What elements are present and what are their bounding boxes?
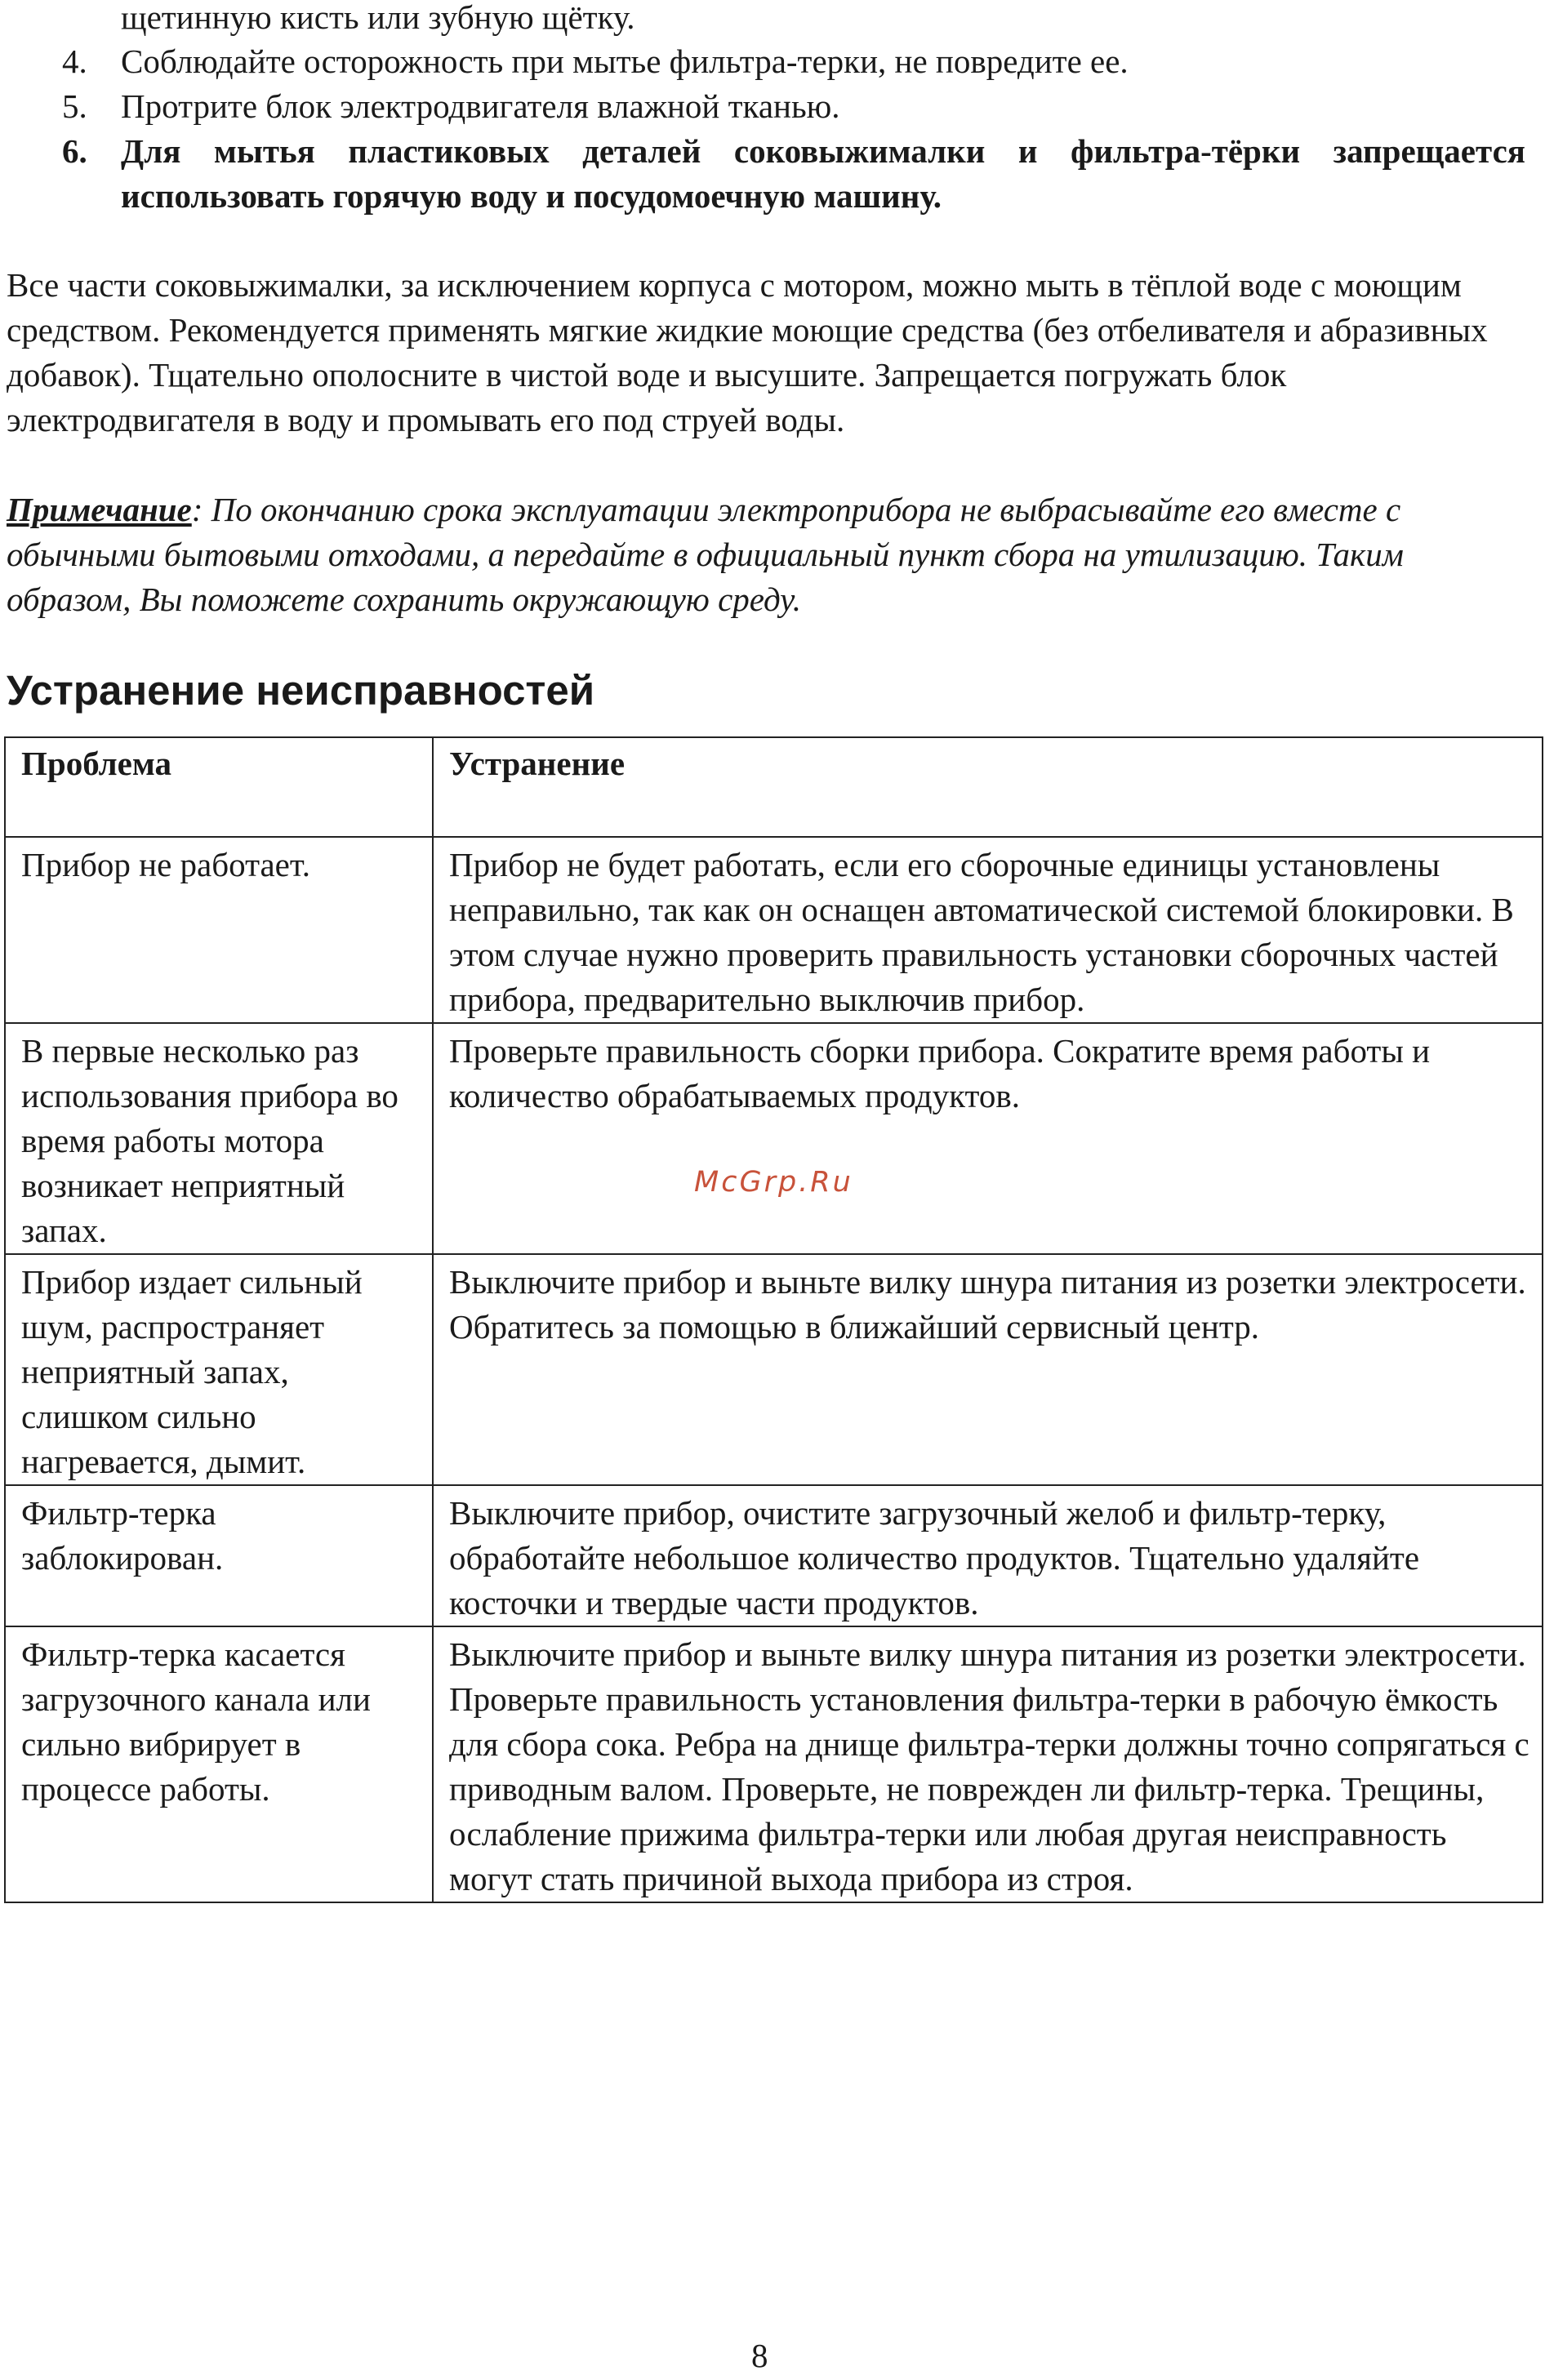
table-row (5, 1626, 1543, 1902)
table-header-row (5, 737, 1543, 837)
list-item-step-4 (0, 39, 1527, 84)
solution-cell: Выключите прибор и выньте вилку шнура питания из розетки электросети. Обратитесь за помощью в ближайший сервисный центр. (433, 1254, 1543, 1485)
list-item-number: 4. (62, 42, 87, 80)
list-item-text: Протрите блок электродвигателя влажной тканью. (121, 87, 840, 125)
list-continuation-line: щетинную кисть или зубную щётку. (121, 0, 635, 36)
troubleshooting-table (4, 736, 1543, 1903)
list-item-step-5 (0, 84, 1527, 129)
problem-cell: В первые несколько раз использования прибора во время работы мотора возникает неприятный запах. (5, 1023, 433, 1254)
table-row (5, 837, 1543, 1023)
note-text: : По окончанию срока эксплуатации электроприбора не выбрасывайте его вместе с обычными бытовыми отходами, а передайте в официальный пункт сбора на утилизацию. Таким образом, Вы поможете сохранить окружающую среду. (7, 491, 1404, 618)
table-row (5, 1254, 1543, 1485)
solution-cell: Прибор не будет работать, если его сборочные единицы установлены неправильно, так как он оснащен автоматической системой блокировки. В этом случае нужно проверить правильность установки сборочных частей прибора, предварительно выключив прибор. (433, 837, 1543, 1023)
disposal-note-paragraph (7, 487, 1525, 622)
list-item-text: Для мытья пластиковых деталей соковыжималки и фильтра-тёрки запрещается использовать горячую воду и посудомоечную машину. (121, 132, 1525, 215)
table-row (5, 1023, 1543, 1254)
washing-instructions-paragraph: Все части соковыжималки, за исключением корпуса с мотором, можно мыть в тёплой воде с моющим средством. Рекомендуется применять мягкие жидкие моющие средства (без отбеливателя и абразивных добавок). Тщательно ополосните в чистой воде и высушите. Запрещается погружать блок электродвигателя в воду и промывать его под струей воды. (7, 266, 1488, 438)
solution-cell: Проверьте правильность сборки прибора. Сократите время работы и количество обрабатываемых продуктов. (433, 1023, 1543, 1254)
note-label: Примечание (7, 491, 192, 528)
column-header-problem: Проблема (5, 737, 433, 837)
care-steps-list (0, 39, 1527, 219)
solution-cell: Выключите прибор, очистите загрузочный желоб и фильтр-терку, обработайте небольшое количество продуктов. Тщательно удаляйте косточки и твердые части продуктов. (433, 1485, 1543, 1626)
page-number: 8 (751, 2337, 768, 2374)
watermark-text: McGrp.Ru (694, 1166, 853, 1199)
list-item-number: 5. (62, 87, 87, 125)
problem-cell: Фильтр-терка касается загрузочного канала или сильно вибрирует в процессе работы. (5, 1626, 433, 1902)
problem-cell: Прибор издает сильный шум, распространяет неприятный запах, слишком сильно нагревается, дымит. (5, 1254, 433, 1485)
list-item-number: 6. (62, 132, 87, 170)
list-item-step-6-warning (0, 129, 1527, 219)
problem-cell: Прибор не работает. (5, 837, 433, 1023)
table-row (5, 1485, 1543, 1626)
column-header-solution: Устранение (433, 737, 1543, 837)
solution-cell: Выключите прибор и выньте вилку шнура питания из розетки электросети. Проверьте правильность установления фильтра-терки в рабочую ёмкость для сбора сока. Ребра на днище фильтра-терки должны точно сопрягаться с приводным валом. Проверьте, не поврежден ли фильтр-терка. Трещины, ослабление прижима фильтра-терки или любая другая неисправность могут стать причиной выхода прибора из строя. (433, 1626, 1543, 1902)
troubleshooting-heading: Устранение неисправностей (7, 667, 595, 714)
list-item-text: Соблюдайте осторожность при мытье фильтра-терки, не повредите ее. (121, 42, 1129, 80)
problem-cell: Фильтр-терка заблокирован. (5, 1485, 433, 1626)
